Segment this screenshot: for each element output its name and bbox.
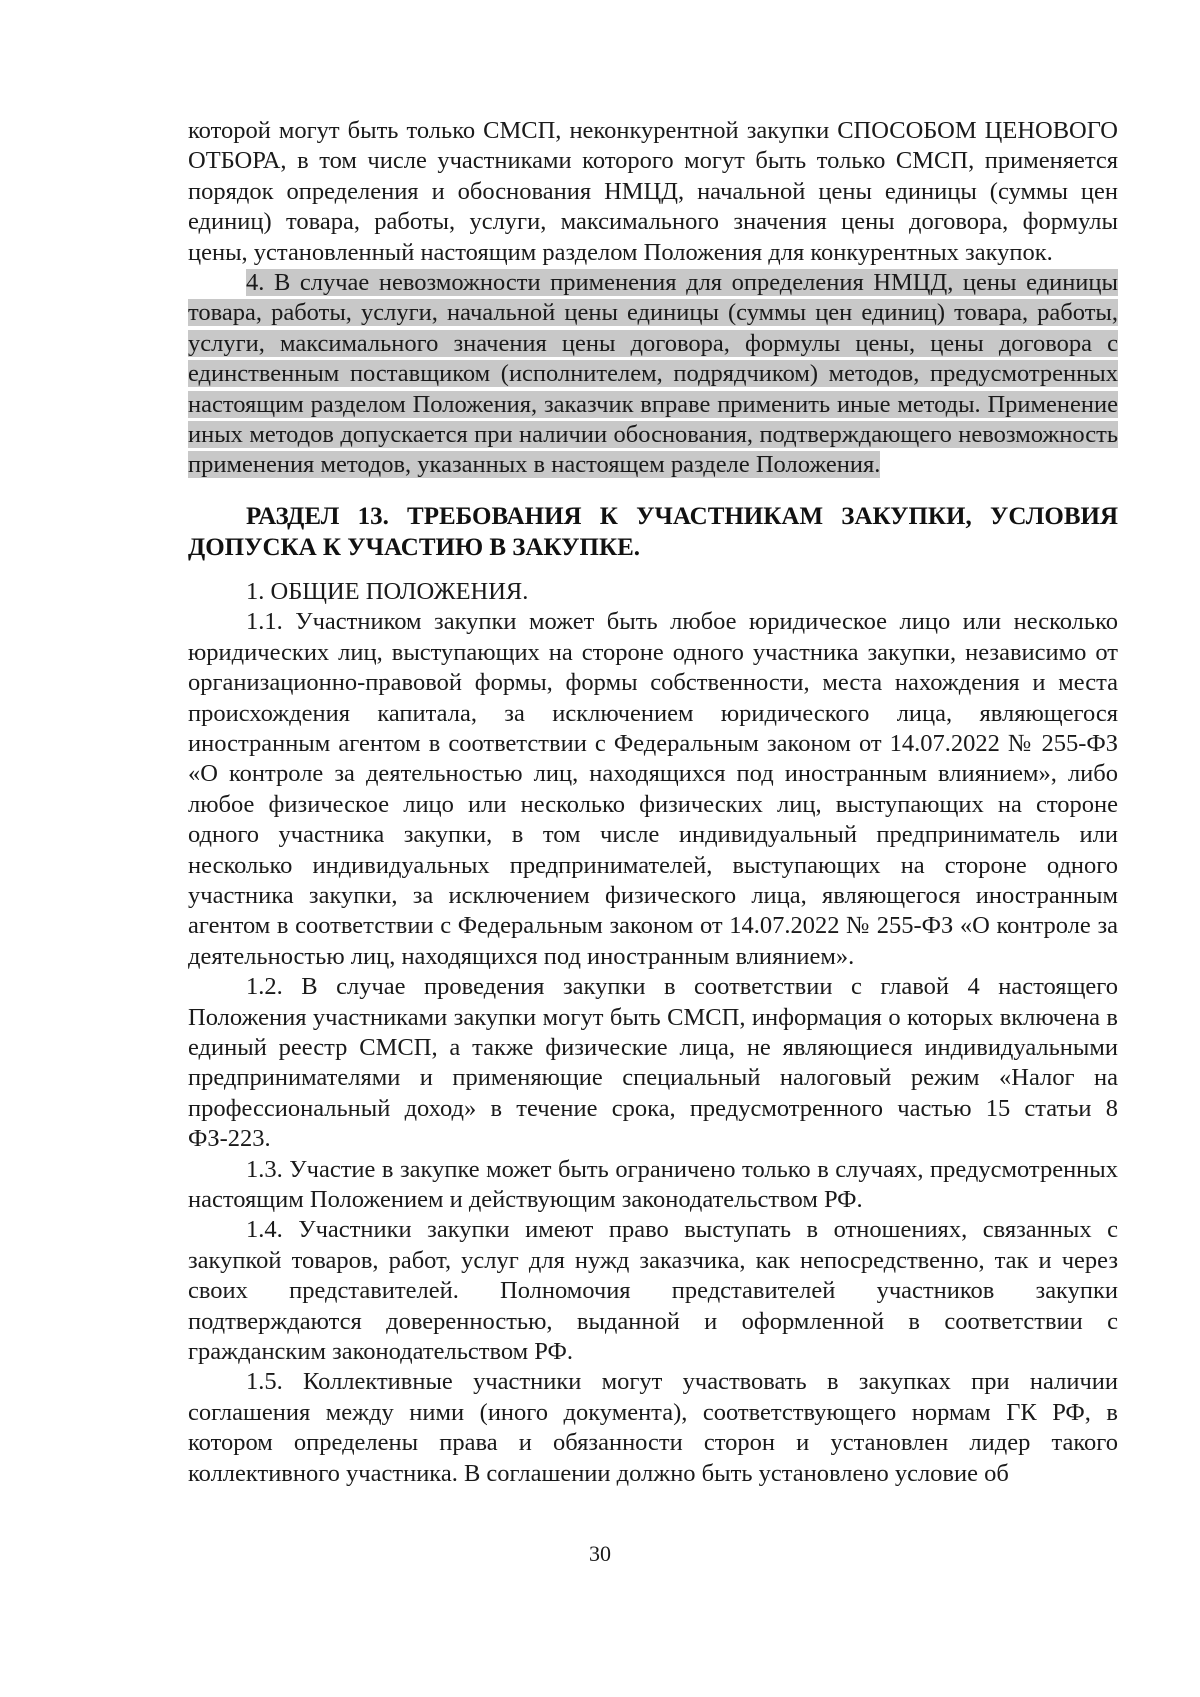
highlighted-text: 4. В случае невозможности применения для определения НМЦД, цены единицы товара, работы, услуги, начальной цены единицы (суммы цен единиц) товара, работы, услуги, максимального значения цены договора, формулы цены, цены договора с единственным поставщиком (исполнителем, подрядчиком) методов, предусмотренных настоящим разделом Положения, заказчик вправе применить иные методы. Применение иных методов допускается при наличии обоснования, подтверждающего невозможность применения методов, указанных в настоящем разделе Положения. <box>188 269 1118 479</box>
paragraph-1-4: 1.4. Участники закупки имеют право выступать в отношениях, связанных с закупкой товаров, работ, услуг для нужд заказчика, как непосредственно, так и через своих представителей. Полномочия представителей участников закупки подтверждаются доверенностью, выданной и оформленной в соответствии с гражданским законодательством РФ. <box>188 1216 1118 1366</box>
paragraph-1-3: 1.3. Участие в закупке может быть ограничено только в случаях, предусмотренных настоящим Положением и действующим законодательством РФ. <box>188 1155 1118 1213</box>
paragraph-1-1: 1.1. Участником закупки может быть любое юридическое лицо или несколько юридических лиц, выступающих на стороне одного участника закупки, независимо от организационно-правовой формы, формы собственности, места нахождения и места происхождения капитала, за исключением юридического лица, являющегося иностранным агентом в соответствии с Федеральным законом от 14.07.2022 № 255-ФЗ «О контроле за деятельностью лиц, находящихся под иностранным влиянием», либо любое физическое лицо или несколько физических лиц, выступающих на стороне одного участника закупки, в том числе индивидуальный предприниматель или несколько индивидуальных предпринимателей, выступающих на стороне одного участника закупки, за исключением физического лица, являющегося иностранным агентом в соответствии с Федеральным законом от 14.07.2022 № 255-ФЗ «О контроле за деятельностью лиц, находящихся под иностранным влиянием». <box>188 608 1118 970</box>
subsection-heading: 1. ОБЩИЕ ПОЛОЖЕНИЯ. <box>246 577 529 605</box>
paragraph-1-5: 1.5. Коллективные участники могут участвовать в закупках при наличии соглашения между ними (иного документа), соответствующего нормам ГК РФ, в котором определены права и обязанности сторон и установлен лидер такого коллективного участника. В соглашении должно быть установлено условие об <box>188 1368 1118 1487</box>
paragraph-item-4 <box>188 268 1118 481</box>
paragraph-1-2: 1.2. В случае проведения закупки в соответствии с главой 4 настоящего Положения участниками закупки могут быть СМСП, информация о которых включена в единый реестр СМСП, а также физические лица, не являющиеся индивидуальными предпринимателями и применяющие специальный налоговый режим «Налог на профессиональный доход» в течение срока, предусмотренного частью 15 статьи 8 ФЗ-223. <box>188 973 1118 1153</box>
page-content <box>188 116 1118 1489</box>
paragraph-continuation: которой могут быть только СМСП, неконкурентной закупки СПОСОБОМ ЦЕНОВОГО ОТБОРА, в том числе участниками которого могут быть только СМСП, применяется порядок определения и обоснования НМЦД, начальной цены единицы (суммы цен единиц) товара, работы, услуги, максимального значения цены договора, формулы цены, установленный настоящим разделом Положения для конкурентных закупок. <box>188 117 1118 266</box>
page-number: 30 <box>589 1541 611 1566</box>
section-heading: РАЗДЕЛ 13. ТРЕБОВАНИЯ К УЧАСТНИКАМ ЗАКУПКИ, УСЛОВИЯ ДОПУСКА К УЧАСТИЮ В ЗАКУПКЕ. <box>188 502 1118 561</box>
